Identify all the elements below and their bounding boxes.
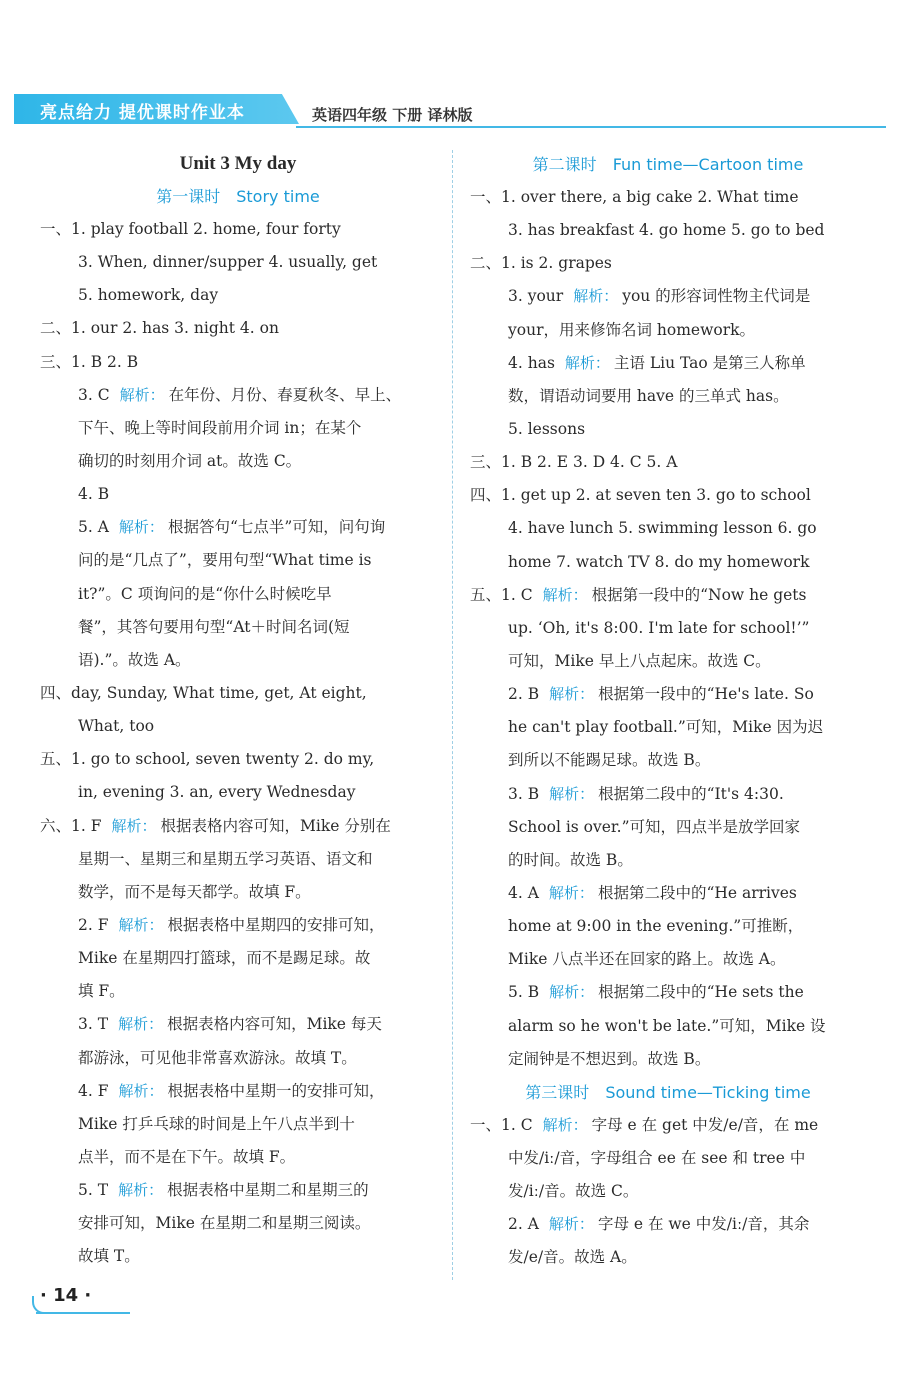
- answer-line: 到所以不能踢足球。故选 B。: [508, 751, 711, 770]
- section-title-en: Fun time—Cartoon time: [612, 155, 804, 174]
- answer-line: 中发/iː/音，字母组合 ee 在 see 和 tree 中: [508, 1148, 806, 1167]
- answer-line: alarm so he won't be late.”可知，Mike 设: [508, 1016, 826, 1035]
- answer-line: it?”。C 项询问的是“你什么时候吃早: [78, 584, 332, 603]
- answer-line: home at 9:00 in the evening.”可推断，: [508, 917, 804, 936]
- answer-line: 4. F 解析： 根据表格中星期一的安排可知，: [78, 1081, 385, 1100]
- answer-line: 可知，Mike 早上八点起床。故选 C。: [508, 651, 771, 670]
- answer-line: 4. have lunch 5. swimming lesson 6. go: [508, 519, 817, 538]
- answer-line: 3. your 解析： you 的形容词性物主代词是: [508, 287, 811, 306]
- answer-line: Mike 八点半还在回家的路上。故选 A。: [508, 950, 786, 969]
- answer-line: 四、day, Sunday, What time, get, At eight,: [40, 683, 367, 702]
- section-title-2: [470, 148, 866, 181]
- right-column: [470, 148, 866, 1275]
- answer-line: 三、1. B 2. B: [40, 352, 139, 371]
- analysis-label: 解析：: [118, 1081, 164, 1100]
- analysis-label: 解析：: [573, 287, 619, 306]
- answer-line: 语).”。故选 A。: [78, 650, 191, 669]
- answer-line: 一、1. over there, a big cake 2. What time: [470, 188, 799, 206]
- answer-line: 餐”，其答句要用句型“At＋时间名词(短: [78, 617, 350, 636]
- answer-lines-right-b: [470, 1109, 866, 1275]
- answer-line: 4. has 解析： 主语 Liu Tao 是第三人称单: [508, 353, 806, 372]
- answer-line: 3. B 解析： 根据第二段中的“It's 4:30.: [508, 784, 784, 803]
- analysis-label: 解析：: [118, 915, 164, 934]
- analysis-label: 解析：: [111, 816, 157, 835]
- answer-line: What, too: [78, 717, 155, 736]
- section-title-3: [470, 1076, 866, 1109]
- answer-line: 2. F 解析： 根据表格中星期四的安排可知，: [78, 915, 385, 934]
- answer-line: 3. C 解析： 在年份、月份、春夏秋冬、早上、: [78, 385, 402, 404]
- analysis-label: 解析：: [564, 353, 610, 372]
- answer-line: 5. B 解析： 根据第二段中的“He sets the: [508, 983, 804, 1002]
- answer-line: School is over.”可知，四点半是放学回家: [508, 817, 800, 836]
- answer-line: 一、1. C 解析： 字母 e 在 get 中发/e/音，在 me: [470, 1115, 819, 1134]
- analysis-label: 解析：: [548, 883, 594, 902]
- analysis-label: 解析：: [118, 518, 164, 537]
- section-title-1: [40, 180, 436, 213]
- answer-line: 数学，而不是每天都学。故填 F。: [78, 882, 311, 901]
- header-brand: 亮点给力 提优课时作业本: [40, 103, 245, 123]
- analysis-label: 解析：: [118, 1015, 164, 1034]
- left-column: [40, 148, 436, 1274]
- answer-line: 3. T 解析： 根据表格内容可知，Mike 每天: [78, 1015, 382, 1034]
- answer-line: 5. homework, day: [78, 286, 219, 305]
- answer-line: in, evening 3. an, every Wednesday: [78, 783, 356, 802]
- answer-line: 4. B: [78, 485, 110, 504]
- analysis-label: 解析：: [119, 385, 165, 404]
- section-title-en: Story time: [236, 187, 320, 206]
- answer-line: 2. A 解析： 字母 e 在 we 中发/iː/音，其余: [508, 1215, 810, 1234]
- answer-line: 3. has breakfast 4. go home 5. go to bed: [508, 221, 825, 240]
- page-number-rule: [36, 1312, 130, 1314]
- answer-line: 安排可知，Mike 在星期二和星期三阅读。: [78, 1214, 371, 1233]
- section-title-zh: 第一课时: [156, 187, 221, 206]
- answer-line: 三、1. B 2. E 3. D 4. C 5. A: [470, 453, 678, 472]
- answer-line: home 7. watch TV 8. do my homework: [508, 552, 810, 571]
- answer-line: 六、1. F 解析： 根据表格内容可知，Mike 分别在: [40, 816, 391, 835]
- answer-lines-left: [40, 213, 436, 1274]
- analysis-label: 解析：: [542, 1115, 588, 1134]
- answer-line: Mike 打乒乓球的时间是上午八点半到十: [78, 1114, 355, 1133]
- answer-line: 的时间。故选 B。: [508, 850, 633, 869]
- answer-line: 下午、晚上等时间段前用介词 in；在某个: [78, 418, 362, 437]
- analysis-label: 解析：: [549, 784, 595, 803]
- answer-line: 星期一、星期三和星期五学习英语、语文和: [78, 849, 373, 868]
- analysis-label: 解析：: [548, 1215, 594, 1234]
- answer-line: 点半，而不是在下午。故填 F。: [78, 1147, 296, 1166]
- answer-line: 故填 T。: [78, 1247, 140, 1266]
- answer-line: 问的是“几点了”，要用句型“What time is: [78, 551, 372, 570]
- answer-line: 五、1. C 解析： 根据第一段中的“Now he gets: [470, 585, 807, 604]
- answer-line: 定闹钟是不想迟到。故选 B。: [508, 1049, 711, 1068]
- answer-line: 5. T 解析： 根据表格中星期二和星期三的: [78, 1181, 369, 1200]
- answer-lines-right-a: [470, 181, 866, 1076]
- page-number: · 14 ·: [40, 1285, 92, 1306]
- analysis-label: 解析：: [549, 983, 595, 1002]
- answer-line: 四、1. get up 2. at seven ten 3. go to school: [470, 486, 811, 505]
- answer-line: 发/e/音。故选 A。: [508, 1248, 637, 1267]
- answer-line: 2. B 解析： 根据第一段中的“He's late. So: [508, 685, 814, 704]
- analysis-label: 解析：: [118, 1181, 164, 1200]
- section-title-en: Sound time—Ticking time: [605, 1082, 811, 1102]
- answer-line: 3. When, dinner/supper 4. usually, get: [78, 253, 378, 272]
- answer-line: 五、1. go to school, seven twenty 2. do my,: [40, 750, 375, 769]
- answer-line: your，用来修饰名词 homework。: [508, 320, 755, 339]
- header-subject: 英语四年级 下册 译林版: [312, 106, 473, 124]
- answer-line: 填 F。: [78, 982, 125, 1001]
- answer-line: 发/iː/音。故选 C。: [508, 1182, 639, 1201]
- analysis-label: 解析：: [542, 585, 588, 604]
- answer-line: 一、1. play football 2. home, four forty: [40, 220, 341, 238]
- answer-line: he can't play football.”可知，Mike 因为迟: [508, 718, 824, 737]
- answer-line: Mike 在星期四打篮球，而不是踢足球。故: [78, 949, 371, 968]
- answer-line: 二、1. our 2. has 3. night 4. on: [40, 319, 279, 338]
- answer-line: 5. lessons: [508, 419, 586, 438]
- unit-title: Unit 3 My day: [179, 153, 297, 174]
- answer-line: up. ‘Oh, it's 8:00. I'm late for school!’”: [508, 618, 810, 637]
- section-title-zh: 第三课时: [525, 1082, 590, 1102]
- header-rule: [296, 126, 886, 128]
- answer-line: 都游泳，可见他非常喜欢游泳。故填 T。: [78, 1048, 357, 1067]
- answer-line: 二、1. is 2. grapes: [470, 254, 612, 273]
- answer-line: 确切的时刻用介词 at。故选 C。: [78, 451, 302, 470]
- analysis-label: 解析：: [549, 685, 595, 704]
- column-divider: [452, 150, 453, 1280]
- answer-line: 4. A 解析： 根据第二段中的“He arrives: [508, 883, 797, 902]
- section-title-zh: 第二课时: [532, 155, 597, 174]
- answer-line: 数，谓语动词要用 have 的三单式 has。: [508, 386, 789, 405]
- answer-line: 5. A 解析： 根据答句“七点半”可知，问句询: [78, 518, 386, 537]
